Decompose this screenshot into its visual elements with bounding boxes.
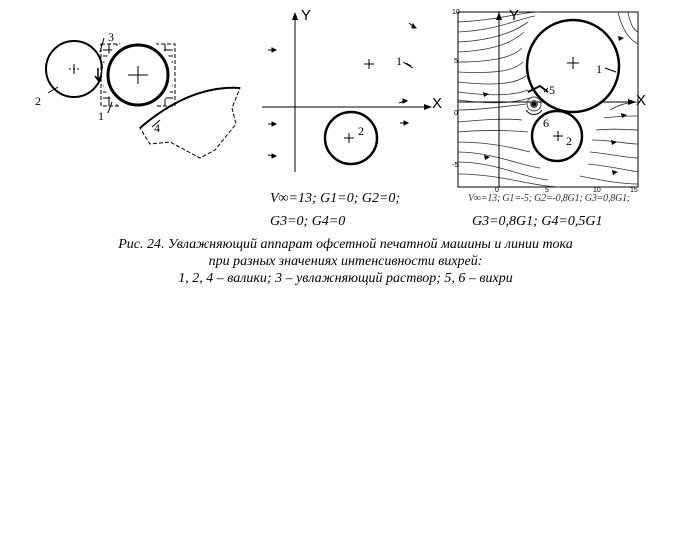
- middle-params-line-1: V∞=13; G1=0; G2=0;: [270, 191, 401, 206]
- right-y-tick-10: 10: [452, 9, 460, 16]
- right-label-vortex-5: 5: [549, 83, 555, 97]
- right-label-roller-1: 1: [596, 62, 602, 76]
- middle-axis-y-label: Y: [301, 7, 312, 24]
- figure-caption: [0, 236, 691, 287]
- middle-label-roller-1: 1: [396, 54, 402, 68]
- middle-params-line-2: G3=0; G4=0: [270, 214, 346, 229]
- right-params-line-2: G3=0,8G1; G4=0,5G1: [472, 214, 603, 229]
- right-label-roller-2: 2: [566, 134, 572, 148]
- right-axis-x-label: X: [636, 92, 647, 109]
- right-x-tick-10: 10: [593, 187, 601, 194]
- right-y-tick-5: 5: [454, 58, 458, 65]
- right-label-vortex-6: 6: [543, 116, 549, 130]
- label-roller-2: 2: [35, 94, 41, 108]
- caption-line-2: при разных значениях интенсивности вихрей:: [208, 254, 483, 269]
- caption-line-3: 1, 2, 4 – валики; 3 – увлажняющий раствор; 5, 6 – вихри: [178, 271, 513, 286]
- right-params-line-1: V∞=13; G1=-5; G2=-0,8G1; G3=0,8G1;: [468, 193, 631, 204]
- middle-label-roller-2: 2: [358, 124, 364, 138]
- middle-axis-x-label: X: [432, 95, 443, 112]
- caption-line-1: Рис. 24. Увлажняющий аппарат офсетной печатной машины и линии тока: [118, 237, 573, 252]
- label-roller-1: 1: [98, 109, 104, 123]
- right-y-tick-neg5: -5: [452, 162, 459, 169]
- right-axis-y-label: Y: [509, 7, 520, 24]
- right-y-tick-0: 0: [454, 110, 458, 117]
- right-x-tick-0: 0: [495, 187, 499, 194]
- right-x-tick-15: 15: [630, 187, 638, 194]
- right-x-tick-5: 5: [545, 187, 549, 194]
- label-roller-4: 4: [154, 121, 160, 135]
- label-solution-3: 3: [108, 30, 114, 44]
